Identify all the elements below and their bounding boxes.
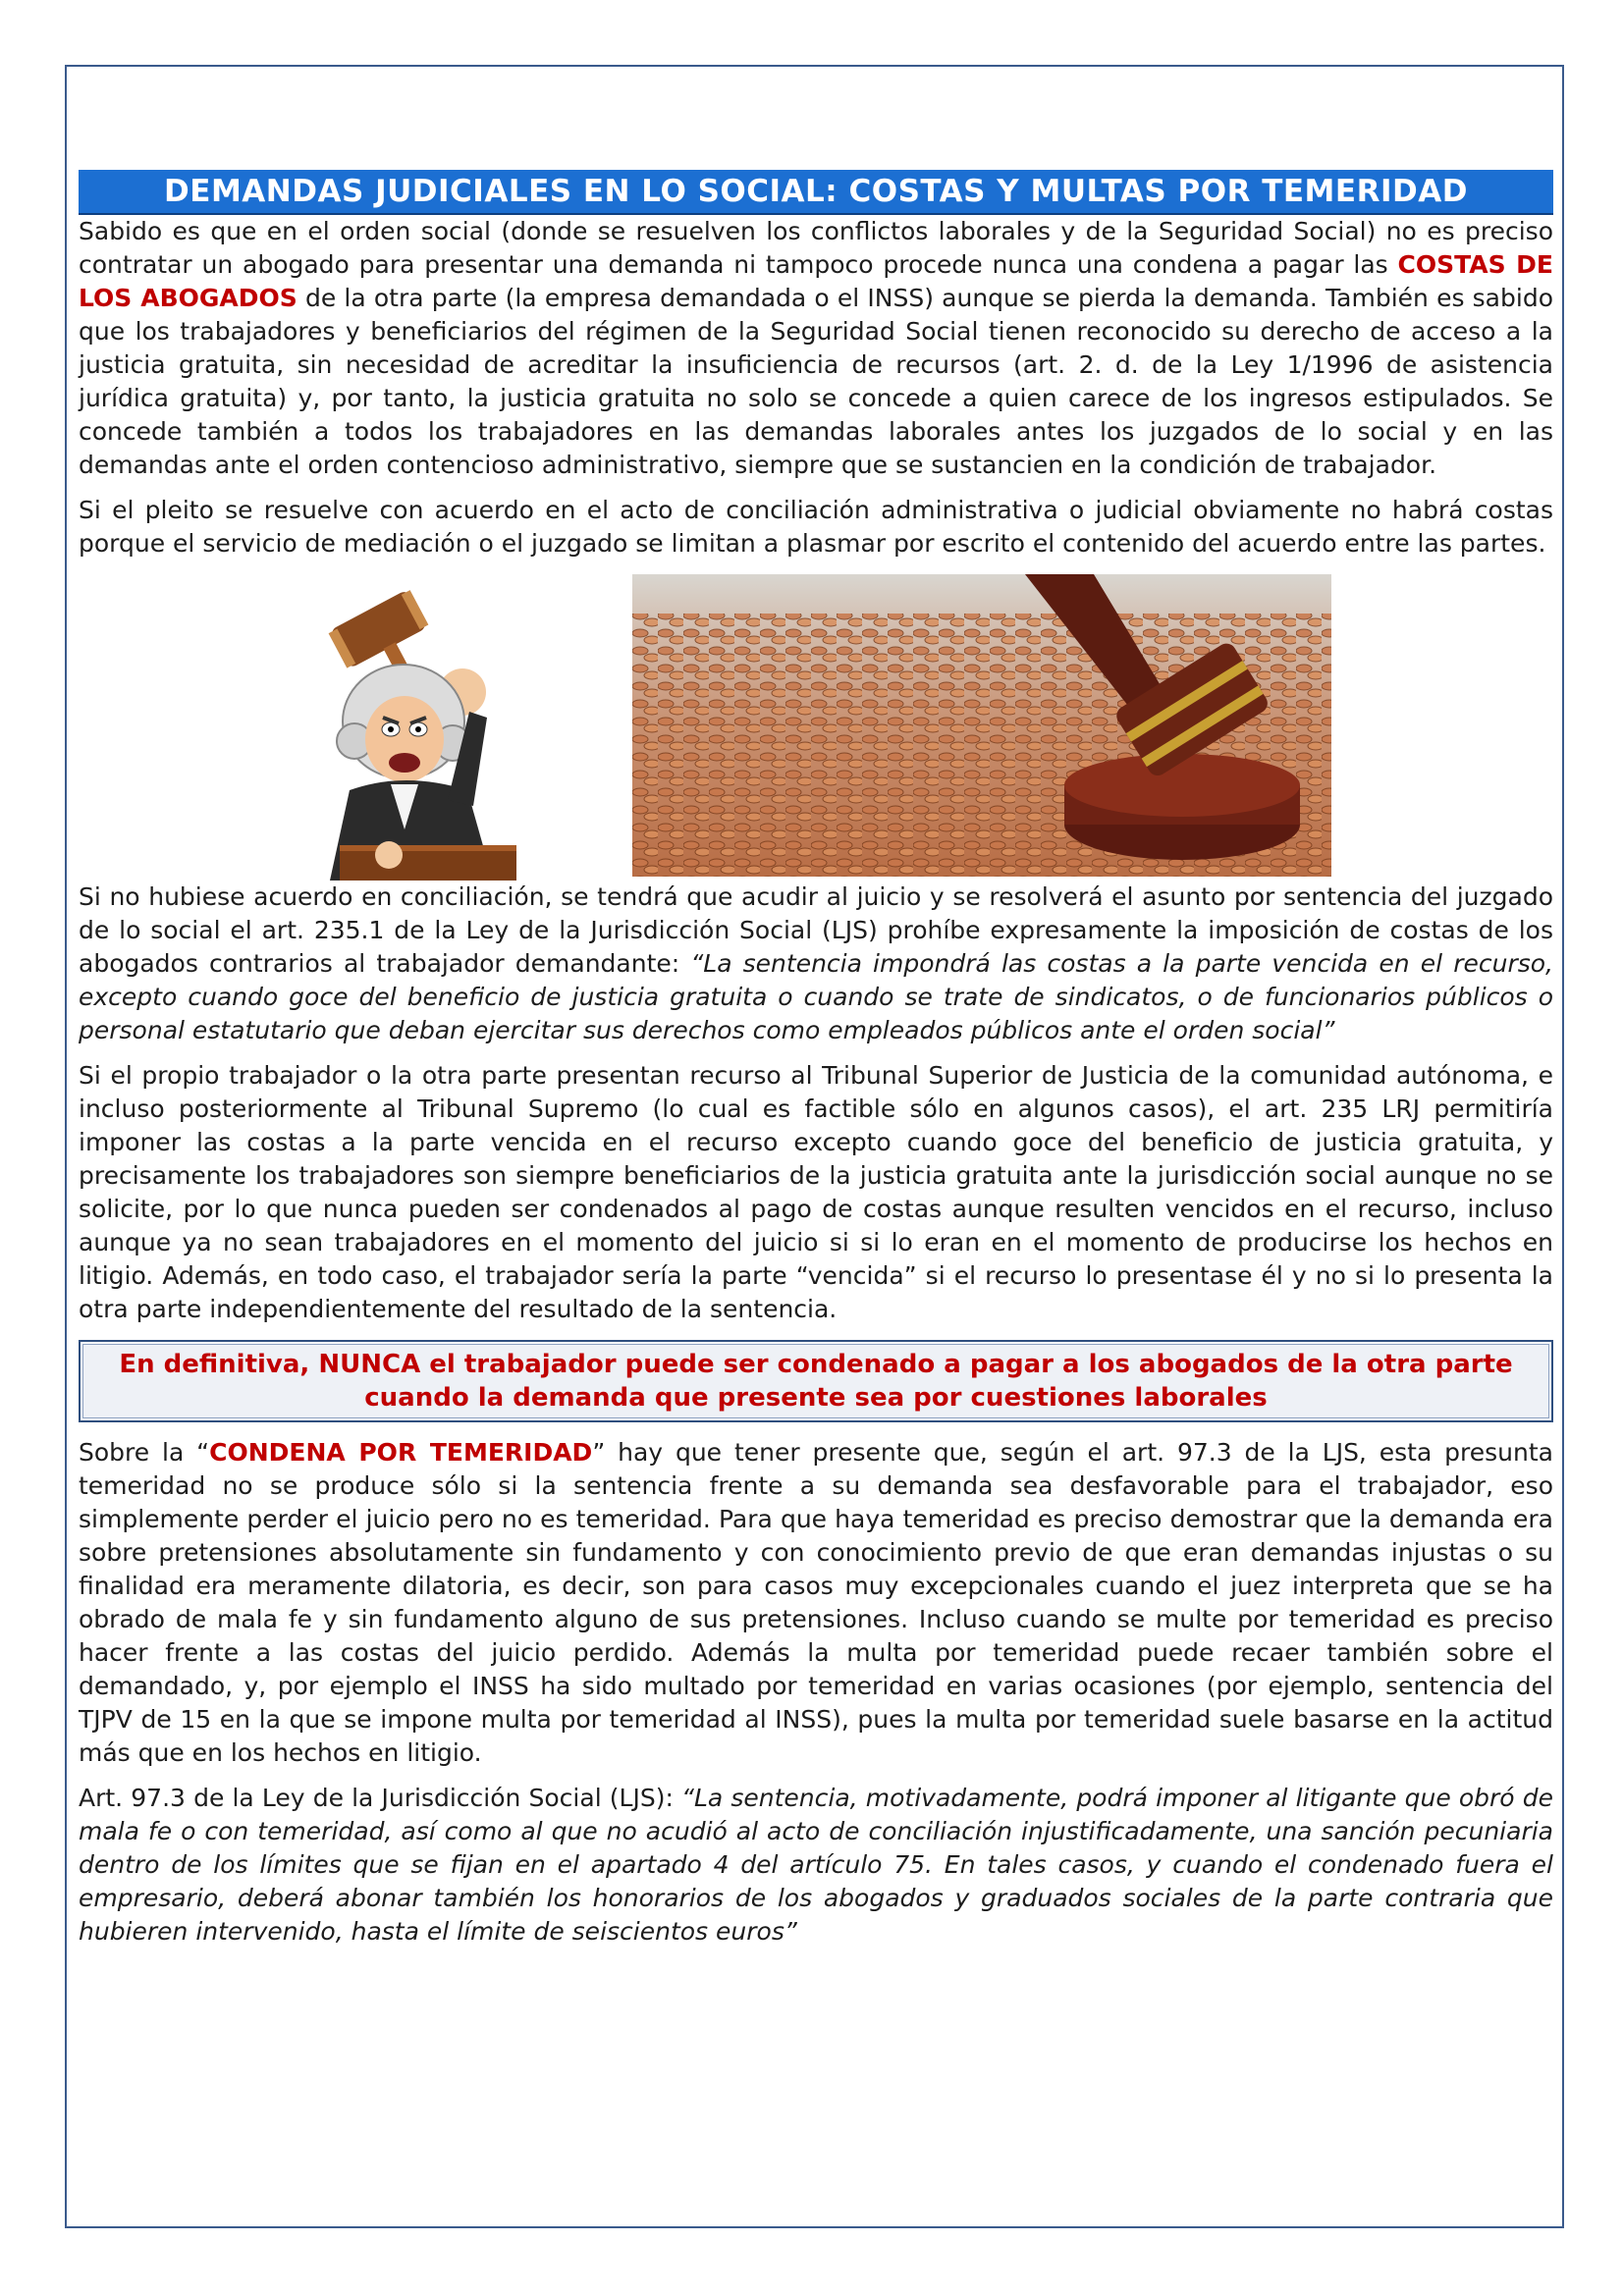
paragraph-appeal: Si el propio trabajador o la otra parte presentan recurso al Tribunal Superior de Justicia de la comunidad autónoma, e incluso posteriormente al Tribunal Supremo (lo cual es factible sólo en algunos casos), el art. 235 LRJ permitiría imponer las costas a la parte vencida en el recurso excepto cuando goce del beneficio de justicia gratuita, y precisamente los trabajadores son siempre beneficiarios de la justicia gratuita ante la jurisdicción social aunque no se solicite, por lo que nunca pueden ser condenados al pago de costas aunque resulten vencidos en el recurso, incluso aunque ya no sean trabajadores en el momento del juicio si si lo eran en el momento de producirse los hechos en litigio. Además, en todo caso, el trabajador sería la parte “vencida” si el recurso lo presentase él y no si lo presenta la otra parte independientemente del resultado de la sentencia. [79, 1061, 1553, 1323]
illustration-row [79, 574, 1553, 881]
paragraph-conciliation: Si el pleito se resuelve con acuerdo en el acto de conciliación administrativa o judicial obviamente no habrá costas porque el servicio de mediación o el juzgado se limitan a plasmar por escrito el contenido del acuerdo entre las partes. [79, 496, 1553, 558]
paragraph-temeridad [79, 1436, 1553, 1770]
quote-art-235: “La sentencia impondrá las costas a la parte vencida en el recurso, excepto cuando goce del beneficio de justicia gratuita o cuando se trate de sindicatos, o de funcionarios públicos o personal estatutario que deban ejercitar sus derechos como empleados públicos ante el orden social” [79, 949, 1553, 1044]
quote-art-97: “La sentencia, motivadamente, podrá imponer al litigante que obró de mala fe o con temeridad, así como al que no acudió al acto de conciliación injustificadamente, una sanción pecuniaria dentro de los límites que se fijan en el apartado 4 del artículo 75. En tales casos, y cuando el condenado fuera el empresario, deberá abonar también los honorarios de los abogados y graduados sociales de la parte contraria que hubieren intervenido, hasta el límite de seiscientos euros” [79, 1784, 1553, 1946]
gavel-on-coins-photo [632, 574, 1331, 877]
angry-judge-illustration [300, 574, 524, 881]
text-run: Art. 97.3 de la Ley de la Jurisdicción Social (LJS): [79, 1784, 682, 1812]
text-run: ” hay que tener presente que, según el art. 97.3 de la LJS, esta presunta temeridad no se produce sólo si la sentencia frente a su demanda sea desfavorable para el trabajador, eso simplemente perder el juicio pero no es temeridad. Para que haya temeridad es preciso demostrar que la demanda era sobre pretensiones absolutamente sin fundamento y con conocimiento previo de que eran demandas injustas o su finalidad era meramente dilatoria, es decir, son para casos muy excepcionales cuando el juez interpreta que se ha obrado de mala fe y sin fundamento alguno de sus pretensiones. Incluso cuando se multe por temeridad es preciso hacer frente a las costas del juicio perdido. Además la multa por temeridad puede recaer también sobre el demandado, y, por ejemplo el INSS ha sido multado por temeridad en varias ocasiones (por ejemplo, sentencia del TJPV de 15 en la que se impone multa por temeridad al INSS), pues la multa por temeridad suele basarse en la actitud más que en los hechos en litigio. [79, 1438, 1553, 1767]
highlight-temeridad: CONDENA POR TEMERIDAD [209, 1438, 593, 1467]
page-title: DEMANDAS JUDICIALES EN LO SOCIAL: COSTAS Y MULTAS POR TEMERIDAD [79, 170, 1553, 215]
text-run: de la otra parte (la empresa demandada o el INSS) aunque se pierda la demanda. También es sabido que los trabajadores y beneficiarios del régimen de la Seguridad Social tienen reconocido su derecho de acceso a la justicia gratuita, sin necesidad de acreditar la insuficiencia de recursos (art. 2. d. de la Ley 1/1996 de asistencia jurídica gratuita) y, por tanto, la justicia gratuita no solo se concede a quien carece de los ingresos estipulados. Se concede también a todos los trabajadores en las demandas laborales antes los juzgados de lo social y en las demandas ante el orden contencioso administrativo, siempre que se sustancien en la condición de trabajador. [79, 284, 1553, 479]
highlight-costas: COSTAS DE LOS ABOGADOS [79, 250, 1553, 312]
text-run: Si no hubiese acuerdo en conciliación, se tendrá que acudir al juicio y se resolverá el asunto por sentencia del juzgado de lo social el art. 235.1 de la Ley de la Jurisdicción Social (LJS) prohíbe expresamente la imposición de costas de los abogados contrarios al trabajador demandante: [79, 882, 1553, 978]
summary-callout: En definitiva, NUNCA el trabajador puede ser condenado a pagar a los abogados de la otra parte cuando la demanda que presente sea por cuestiones laborales [79, 1340, 1553, 1422]
document-body [79, 170, 1553, 1949]
paragraph-intro [79, 215, 1553, 482]
text-run: Sabido es que en el orden social (donde se resuelven los conflictos laborales y de la Seguridad Social) no es preciso contratar un abogado para presentar una demanda ni tampoco procede nunca una condena a pagar las [79, 217, 1553, 279]
paragraph-trial [79, 881, 1553, 1047]
paragraph-art-97 [79, 1782, 1553, 1949]
text-run: Sobre la “ [79, 1438, 210, 1467]
